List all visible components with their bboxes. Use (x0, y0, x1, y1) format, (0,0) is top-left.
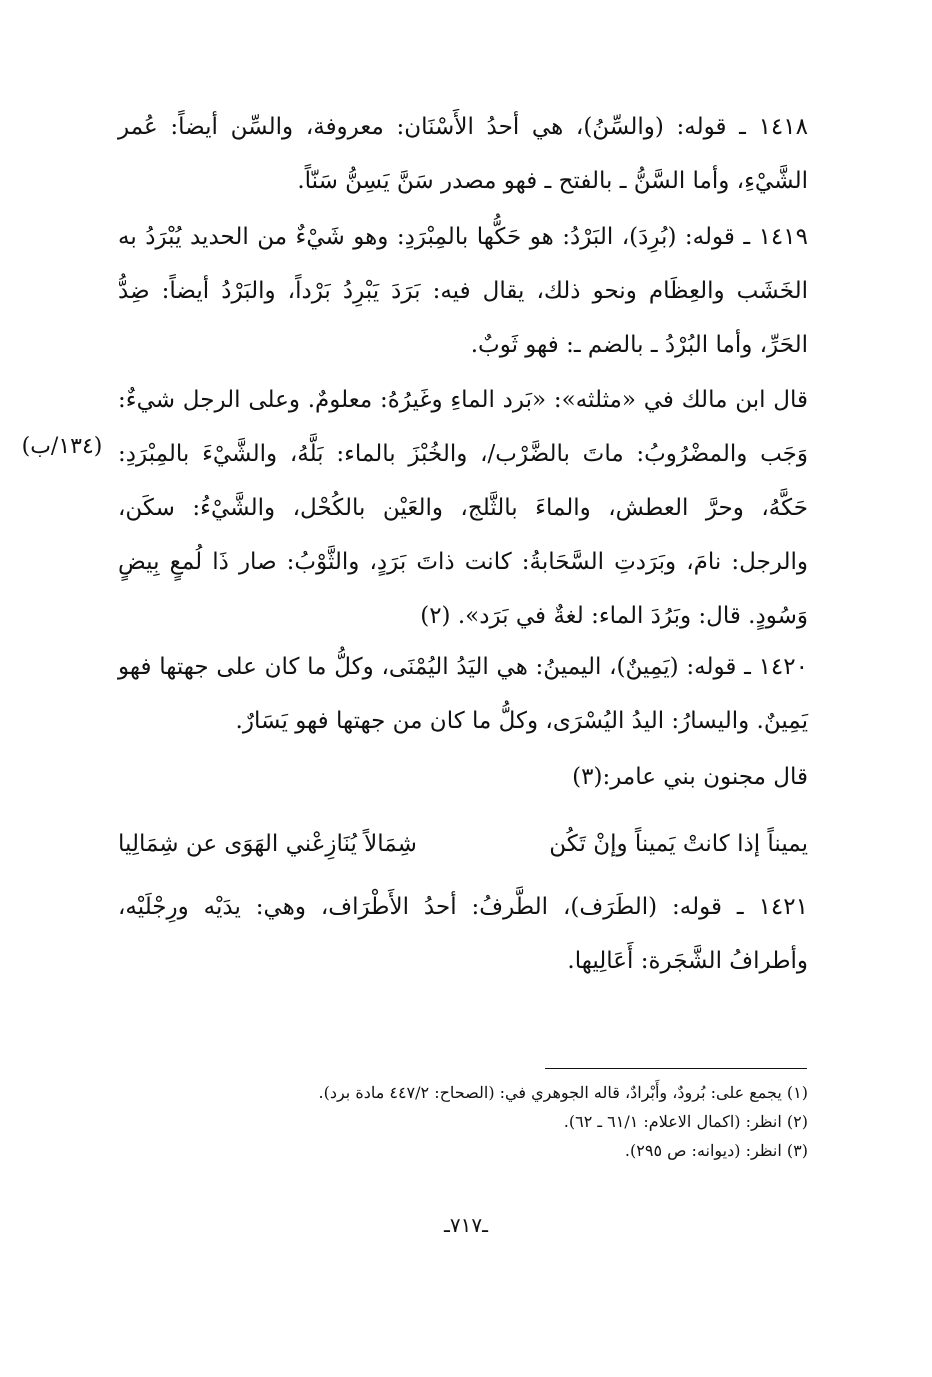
paragraph-1418 (118, 100, 808, 208)
paragraph-majnun-text: قال مجنون بني عامر:(٣) (572, 764, 808, 790)
paragraph-1421-text: ١٤٢١ ـ قوله: (الطَرَف)، الطَّرفُ: أحدُ الأَطْرَاف، وهي: يدَيْه ورِجْلَيْه، وأطرافُ الشَّجَرة: أَعَالِيها. (118, 894, 808, 974)
poem-hemistich-first: يميناً إذا كانتْ يَميناً وإنْ تَكُن (549, 831, 808, 857)
paragraph-ibn-malik-quote (118, 373, 808, 643)
paragraph-1421 (118, 880, 808, 988)
paragraph-1419 (118, 210, 808, 372)
margin-folio-note: (١٣٤/ب) (21, 434, 103, 459)
paragraph-ibn-malik-text: قال ابن مالك في «مثلثه»: «بَرد الماءِ وغَيرُهُ: معلومٌ. وعلى الرجل شيءٌ: وَجَب والمضْرُوبُ: ماتَ بالضَّرْب/، والخُبْزَ بالماء: بَلَّهُ، والشَّيْءَ بالمِبْرَدِ: حَكَّهُ، وحرَّ العطش، والماءَ بالثَّلج، والعَيْن بالكُحْل، والشَّيْءُ: سكَن، والرجل: نامَ، وبَرَدتِ السَّحَابةُ: كانت ذاتَ بَرَدٍ، والثَّوْبُ: صار ذَا لُمعٍ بِيضٍ وَسُودٍ. قال: وبَرُدَ الماء: لغةٌ في بَرَد». (٢) (118, 387, 808, 629)
paragraph-1419-text: ١٤١٩ ـ قوله: (بُرِدَ)، البَرْدُ: هو حَكُّها بالمِبْرَدِ: وهو شَيْءٌ من الحديد يُبْرَدُ به الخَشَب والعِظَام ونحو ذلك، يقال فيه: بَرَدَ يَبْرِدُ بَرْداً، والبَرْدُ أيضاً: ضِدُّ الحَرِّ، وأما البُرْدُ ـ بالضم ـ: فهو ثَوبٌ. (118, 224, 808, 358)
poem-hemistich-second: شِمَالاً يُنَازِعْني الهَوَى عن شِمَالِيا (118, 831, 417, 857)
footnote-divider (545, 1068, 807, 1069)
footnote-1: (١) يجمع على: بُرودٌ، وأَبْرادٌ، قاله الجوهري في: (الصحاح: ٤٤٧/٢ مادة برد). (318, 1083, 808, 1102)
paragraph-1418-text: ١٤١٨ ـ قوله: (والسِّنُ)، هي أحدُ الأَسْنَان: معروفة، والسِّن أيضاً: عُمر الشَّيْءِ، وأما السَّنُّ ـ بالفتح ـ فهو مصدر سَنَّ يَسِنُّ سَنّاً. (118, 114, 808, 194)
footnotes (118, 1078, 808, 1165)
footnote-2: (٢) انظر: (اكمال الاعلام: ٦١/١ ـ ٦٢). (563, 1112, 808, 1131)
footnote-3: (٣) انظر: (ديوانه: ص ٢٩٥). (624, 1141, 808, 1160)
poem-verse (118, 820, 808, 868)
paragraph-majnun-intro (118, 750, 808, 804)
paragraph-1420 (118, 640, 808, 748)
page-number: ـ٧١٧ـ (444, 1213, 488, 1237)
paragraph-1420-text: ١٤٢٠ ـ قوله: (يَمِينٌ)، اليمينُ: هي اليَدُ اليُمْنَى، وكلُّ ما كان على جهتها فهو يَمِينٌ. واليسارُ: اليدُ اليُسْرَى، وكلُّ ما كان من جهتها فهو يَسَارٌ. (118, 654, 808, 734)
